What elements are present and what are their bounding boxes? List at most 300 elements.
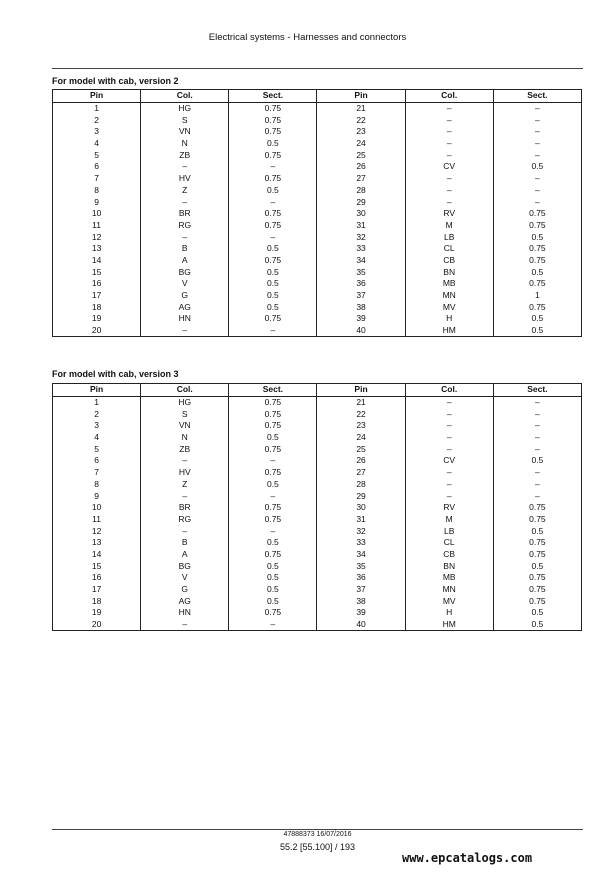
cell-pin2: 34 (317, 255, 405, 267)
cell-pin: 3 (53, 126, 141, 138)
cell-section: – (229, 525, 317, 537)
cell-colour: HV (141, 467, 229, 479)
cell-section: 0.75 (229, 220, 317, 232)
cell-pin: 15 (53, 560, 141, 572)
cell-colour: Z (141, 185, 229, 197)
table-row (53, 196, 582, 208)
cell-pin2: 37 (317, 584, 405, 596)
table-row (53, 278, 582, 290)
cell-section: 0.5 (229, 138, 317, 150)
cell-pin: 6 (53, 161, 141, 173)
cell-section2: – (493, 114, 581, 126)
cell-colour2: CL (405, 243, 493, 255)
cell-pin2: 25 (317, 149, 405, 161)
cell-colour: AG (141, 301, 229, 313)
cell-colour: V (141, 572, 229, 584)
cell-colour2: – (405, 126, 493, 138)
cell-section2: 0.5 (493, 455, 581, 467)
cell-colour2: CL (405, 537, 493, 549)
cell-section: 0.5 (229, 243, 317, 255)
table-row (53, 325, 582, 337)
cell-colour2: CV (405, 161, 493, 173)
cell-colour2: MV (405, 595, 493, 607)
cell-colour2: – (405, 467, 493, 479)
column-header-colour: Col. (141, 90, 229, 103)
cell-section: 0.5 (229, 278, 317, 290)
cell-pin2: 26 (317, 161, 405, 173)
column-header-pin: Pin (53, 384, 141, 397)
cell-colour2: – (405, 196, 493, 208)
cell-pin: 20 (53, 619, 141, 631)
table-row (53, 432, 582, 444)
cell-pin: 8 (53, 479, 141, 491)
cell-section: – (229, 325, 317, 337)
cell-section: 0.5 (229, 266, 317, 278)
cell-pin: 11 (53, 514, 141, 526)
table-row (53, 537, 582, 549)
column-header-pin2: Pin (317, 90, 405, 103)
column-header-colour: Col. (141, 384, 229, 397)
cell-section2: – (493, 126, 581, 138)
cell-pin2: 37 (317, 290, 405, 302)
cell-colour: BR (141, 502, 229, 514)
cell-colour: – (141, 619, 229, 631)
cell-colour2: M (405, 220, 493, 232)
table-header (53, 90, 582, 103)
section-title-v2: For model with cab, version 2 (52, 76, 179, 86)
cell-section: – (229, 619, 317, 631)
cell-section2: – (493, 490, 581, 502)
cell-pin: 19 (53, 313, 141, 325)
cell-section: 0.75 (229, 408, 317, 420)
table-row (53, 619, 582, 631)
cell-section2: 0.75 (493, 595, 581, 607)
column-header-pin2: Pin (317, 384, 405, 397)
cell-colour: – (141, 490, 229, 502)
column-header-pin: Pin (53, 90, 141, 103)
cell-pin2: 40 (317, 619, 405, 631)
cell-section: 0.5 (229, 572, 317, 584)
watermark-url: www.epcatalogs.com (402, 851, 533, 865)
table-body (53, 102, 582, 337)
table-row (53, 114, 582, 126)
table-row (53, 549, 582, 561)
cell-colour2: – (405, 490, 493, 502)
cell-section: 0.75 (229, 607, 317, 619)
cell-section2: 0.75 (493, 301, 581, 313)
cell-pin2: 22 (317, 114, 405, 126)
cell-pin: 4 (53, 138, 141, 150)
table-row (53, 231, 582, 243)
table-body (53, 396, 582, 631)
table-row (53, 467, 582, 479)
cell-pin: 15 (53, 266, 141, 278)
table-row (53, 161, 582, 173)
cell-colour: G (141, 584, 229, 596)
cell-pin2: 32 (317, 525, 405, 537)
cell-pin: 13 (53, 243, 141, 255)
cell-colour: RG (141, 514, 229, 526)
cell-colour: B (141, 243, 229, 255)
table-row (53, 607, 582, 619)
cell-section2: 1 (493, 290, 581, 302)
table-row (53, 455, 582, 467)
cell-section2: 0.5 (493, 325, 581, 337)
cell-colour2: – (405, 173, 493, 185)
cell-pin: 12 (53, 525, 141, 537)
cell-pin2: 28 (317, 185, 405, 197)
cell-colour: – (141, 325, 229, 337)
cell-section: 0.75 (229, 255, 317, 267)
cell-section2: – (493, 102, 581, 114)
table-row (53, 243, 582, 255)
cell-pin2: 34 (317, 549, 405, 561)
cell-section: 0.5 (229, 185, 317, 197)
cell-colour: – (141, 525, 229, 537)
cell-colour: BG (141, 266, 229, 278)
cell-section: 0.75 (229, 149, 317, 161)
cell-colour2: H (405, 313, 493, 325)
cell-colour2: – (405, 185, 493, 197)
table-row (53, 126, 582, 138)
cell-colour2: LB (405, 525, 493, 537)
cell-pin: 14 (53, 549, 141, 561)
cell-section2: 0.75 (493, 278, 581, 290)
cell-colour: HN (141, 607, 229, 619)
cell-pin2: 23 (317, 126, 405, 138)
cell-section: 0.75 (229, 549, 317, 561)
cell-pin2: 33 (317, 243, 405, 255)
cell-section2: 0.75 (493, 537, 581, 549)
cell-section2: 0.75 (493, 255, 581, 267)
table-row (53, 185, 582, 197)
cell-pin2: 38 (317, 595, 405, 607)
cell-section: 0.5 (229, 432, 317, 444)
cell-colour2: CB (405, 549, 493, 561)
cell-section2: – (493, 432, 581, 444)
cell-colour: BR (141, 208, 229, 220)
table-row (53, 408, 582, 420)
cell-pin: 16 (53, 572, 141, 584)
cell-pin: 14 (53, 255, 141, 267)
cell-pin: 20 (53, 325, 141, 337)
cell-pin: 9 (53, 196, 141, 208)
cell-section2: 0.75 (493, 220, 581, 232)
cell-colour: A (141, 255, 229, 267)
cell-pin: 12 (53, 231, 141, 243)
cell-section2: 0.5 (493, 161, 581, 173)
cell-pin: 5 (53, 149, 141, 161)
cell-colour2: HM (405, 619, 493, 631)
cell-pin: 7 (53, 173, 141, 185)
cell-section2: 0.75 (493, 549, 581, 561)
cell-pin2: 40 (317, 325, 405, 337)
cell-pin2: 24 (317, 432, 405, 444)
cell-colour2: – (405, 432, 493, 444)
cell-pin2: 29 (317, 490, 405, 502)
cell-colour2: – (405, 408, 493, 420)
cell-section2: 0.5 (493, 607, 581, 619)
cell-pin: 2 (53, 114, 141, 126)
cell-colour2: BN (405, 560, 493, 572)
column-header-section2: Sect. (493, 384, 581, 397)
cell-colour: – (141, 231, 229, 243)
cell-section2: 0.75 (493, 514, 581, 526)
cell-pin2: 23 (317, 420, 405, 432)
cell-section: 0.75 (229, 443, 317, 455)
cell-section2: 0.5 (493, 619, 581, 631)
cell-pin: 17 (53, 584, 141, 596)
pin-table-v2 (52, 89, 582, 337)
cell-section2: 0.5 (493, 231, 581, 243)
cell-section2: 0.75 (493, 208, 581, 220)
cell-section: 0.5 (229, 584, 317, 596)
cell-section2: – (493, 185, 581, 197)
table-row (53, 396, 582, 408)
table-row (53, 102, 582, 114)
cell-pin: 2 (53, 408, 141, 420)
cell-pin2: 36 (317, 572, 405, 584)
cell-pin: 18 (53, 595, 141, 607)
cell-colour: HG (141, 396, 229, 408)
table-row (53, 301, 582, 313)
cell-colour2: CV (405, 455, 493, 467)
cell-pin2: 39 (317, 313, 405, 325)
cell-colour: Z (141, 479, 229, 491)
cell-colour2: MB (405, 278, 493, 290)
cell-section: 0.5 (229, 537, 317, 549)
cell-colour2: M (405, 514, 493, 526)
cell-pin2: 39 (317, 607, 405, 619)
cell-pin: 6 (53, 455, 141, 467)
cell-section2: 0.5 (493, 313, 581, 325)
section-title-v3: For model with cab, version 3 (52, 369, 179, 379)
table-row (53, 595, 582, 607)
column-header-colour2: Col. (405, 90, 493, 103)
cell-section: 0.75 (229, 396, 317, 408)
cell-pin2: 36 (317, 278, 405, 290)
pin-table-v3 (52, 383, 582, 631)
cell-colour: BG (141, 560, 229, 572)
cell-colour: VN (141, 126, 229, 138)
cell-pin2: 32 (317, 231, 405, 243)
cell-pin2: 31 (317, 220, 405, 232)
cell-colour2: MV (405, 301, 493, 313)
cell-section2: – (493, 173, 581, 185)
footer-rule (52, 829, 583, 830)
cell-section: 0.75 (229, 502, 317, 514)
cell-section2: – (493, 479, 581, 491)
cell-section: 0.75 (229, 208, 317, 220)
cell-pin: 4 (53, 432, 141, 444)
table-row (53, 584, 582, 596)
cell-pin2: 33 (317, 537, 405, 549)
cell-colour: HN (141, 313, 229, 325)
page-header: Electrical systems - Harnesses and connectors (208, 32, 407, 43)
cell-colour2: – (405, 420, 493, 432)
cell-colour: N (141, 138, 229, 150)
table-row (53, 313, 582, 325)
cell-pin2: 31 (317, 514, 405, 526)
table-row (53, 560, 582, 572)
cell-pin: 10 (53, 502, 141, 514)
cell-pin2: 35 (317, 560, 405, 572)
cell-pin2: 21 (317, 396, 405, 408)
table-header (53, 384, 582, 397)
cell-colour: – (141, 161, 229, 173)
column-header-section: Sect. (229, 90, 317, 103)
cell-section: 0.75 (229, 514, 317, 526)
column-header-section: Sect. (229, 384, 317, 397)
cell-pin: 11 (53, 220, 141, 232)
column-header-colour2: Col. (405, 384, 493, 397)
cell-pin2: 35 (317, 266, 405, 278)
cell-pin: 1 (53, 102, 141, 114)
cell-colour: VN (141, 420, 229, 432)
cell-colour: – (141, 455, 229, 467)
cell-section: – (229, 455, 317, 467)
column-header-section2: Sect. (493, 90, 581, 103)
table-row (53, 290, 582, 302)
cell-section2: 0.75 (493, 572, 581, 584)
cell-pin: 5 (53, 443, 141, 455)
cell-pin: 1 (53, 396, 141, 408)
cell-pin2: 27 (317, 173, 405, 185)
cell-colour2: RV (405, 502, 493, 514)
cell-section2: 0.75 (493, 502, 581, 514)
cell-colour2: MN (405, 290, 493, 302)
cell-colour2: – (405, 102, 493, 114)
cell-colour2: H (405, 607, 493, 619)
cell-pin2: 22 (317, 408, 405, 420)
cell-colour: HG (141, 102, 229, 114)
table-row (53, 255, 582, 267)
table-row (53, 514, 582, 526)
footer-page-ref: 55.2 [55.100] / 193 (279, 842, 356, 852)
cell-colour: AG (141, 595, 229, 607)
table-row (53, 502, 582, 514)
table-row (53, 443, 582, 455)
cell-pin2: 27 (317, 467, 405, 479)
cell-colour2: LB (405, 231, 493, 243)
cell-pin: 10 (53, 208, 141, 220)
cell-section2: – (493, 138, 581, 150)
table-row (53, 479, 582, 491)
table-row (53, 138, 582, 150)
cell-pin2: 25 (317, 443, 405, 455)
cell-section2: 0.5 (493, 525, 581, 537)
cell-colour2: – (405, 479, 493, 491)
cell-colour2: MB (405, 572, 493, 584)
cell-section2: – (493, 443, 581, 455)
table-row (53, 173, 582, 185)
cell-section: – (229, 196, 317, 208)
cell-section: 0.75 (229, 420, 317, 432)
cell-colour: S (141, 408, 229, 420)
cell-section: 0.75 (229, 313, 317, 325)
cell-colour: S (141, 114, 229, 126)
table-row (53, 266, 582, 278)
table-row (53, 525, 582, 537)
cell-colour: – (141, 196, 229, 208)
cell-pin2: 30 (317, 208, 405, 220)
cell-colour: ZB (141, 443, 229, 455)
cell-pin: 7 (53, 467, 141, 479)
cell-pin: 3 (53, 420, 141, 432)
footer-document-ref: 47888373 16/07/2016 (283, 831, 352, 838)
cell-section2: 0.5 (493, 266, 581, 278)
cell-section2: – (493, 396, 581, 408)
cell-pin2: 24 (317, 138, 405, 150)
cell-colour2: CB (405, 255, 493, 267)
cell-section2: 0.75 (493, 243, 581, 255)
cell-colour: RG (141, 220, 229, 232)
table-row (53, 220, 582, 232)
cell-colour: ZB (141, 149, 229, 161)
cell-pin2: 26 (317, 455, 405, 467)
cell-colour: G (141, 290, 229, 302)
header-rule (52, 68, 583, 69)
cell-pin: 18 (53, 301, 141, 313)
cell-colour: B (141, 537, 229, 549)
cell-colour2: – (405, 114, 493, 126)
table-row (53, 490, 582, 502)
cell-pin: 13 (53, 537, 141, 549)
cell-section: 0.75 (229, 467, 317, 479)
cell-section: 0.5 (229, 560, 317, 572)
cell-section2: 0.75 (493, 584, 581, 596)
cell-section: 0.75 (229, 126, 317, 138)
cell-pin2: 28 (317, 479, 405, 491)
cell-colour2: – (405, 149, 493, 161)
cell-colour2: – (405, 396, 493, 408)
cell-pin: 8 (53, 185, 141, 197)
cell-pin2: 21 (317, 102, 405, 114)
cell-colour: A (141, 549, 229, 561)
cell-section2: – (493, 149, 581, 161)
cell-section: – (229, 490, 317, 502)
table-row (53, 149, 582, 161)
cell-pin2: 30 (317, 502, 405, 514)
table-row (53, 420, 582, 432)
cell-pin: 17 (53, 290, 141, 302)
cell-section2: 0.5 (493, 560, 581, 572)
cell-section2: – (493, 196, 581, 208)
cell-section: 0.75 (229, 173, 317, 185)
cell-colour2: – (405, 443, 493, 455)
cell-pin: 9 (53, 490, 141, 502)
cell-pin: 16 (53, 278, 141, 290)
cell-colour: N (141, 432, 229, 444)
cell-section: 0.5 (229, 595, 317, 607)
cell-section: 0.5 (229, 479, 317, 491)
cell-colour2: MN (405, 584, 493, 596)
cell-section: – (229, 231, 317, 243)
cell-section2: – (493, 467, 581, 479)
cell-colour2: BN (405, 266, 493, 278)
cell-section: 0.75 (229, 102, 317, 114)
cell-pin2: 29 (317, 196, 405, 208)
cell-pin: 19 (53, 607, 141, 619)
cell-section: 0.75 (229, 114, 317, 126)
cell-colour: HV (141, 173, 229, 185)
cell-colour: V (141, 278, 229, 290)
cell-section: 0.5 (229, 290, 317, 302)
table-row (53, 208, 582, 220)
cell-colour2: – (405, 138, 493, 150)
cell-section2: – (493, 408, 581, 420)
cell-section: – (229, 161, 317, 173)
